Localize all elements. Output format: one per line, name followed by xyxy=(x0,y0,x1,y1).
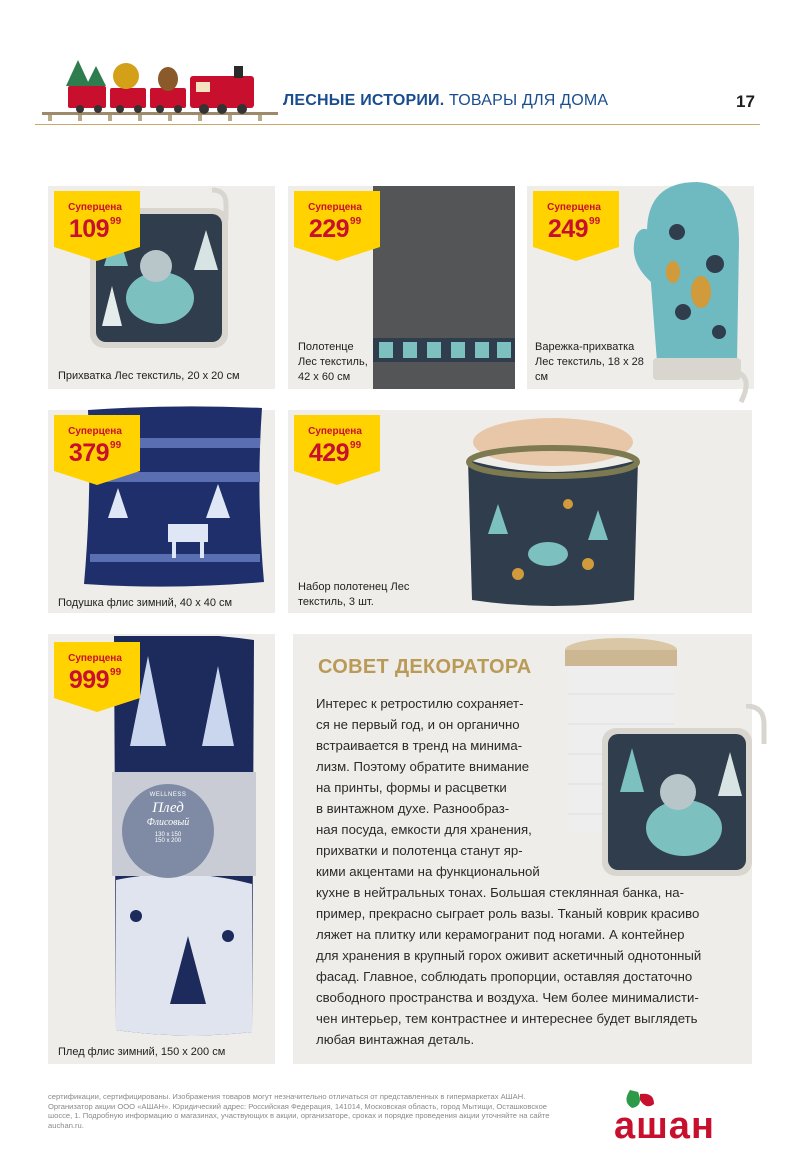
product-card-towel-set[interactable] xyxy=(288,410,752,613)
product-caption: Полотенце Лес текстиль, 42 х 60 см xyxy=(298,341,368,383)
product-card-blanket[interactable] xyxy=(48,634,275,1064)
towel-set-basket-image xyxy=(458,414,648,610)
blanket-package-label: WELLNESS Плед Флисовый 130 х 150 150 х 200 xyxy=(122,784,214,878)
price-badge xyxy=(533,191,625,263)
page-number: 17 xyxy=(736,92,755,111)
badge-label: Суперцена xyxy=(68,653,122,664)
footer-legal-text: сертификации, сертифицированы. Изображения товаров могут незначительно отличаться от представленных в гипермаркетах АШАН. Организатор акции ООО «АШАН». Юридический адрес: Российская Федерация, 141014, Московская область, город Мытищи, Осташковское шоссе, 1. Подробную информацию о магазинах, участвующих в акции, организаторе, сроках и порядке проведения акции уточняйте на сайте auchan.ru. xyxy=(48,1092,550,1130)
price: $229^{99}$ xyxy=(308,215,362,243)
product-caption: Варежка-прихватка Лес текстиль, 18 х 28 см xyxy=(535,341,644,383)
product-caption: Прихватка Лес текстиль, 20 х 20 см xyxy=(58,370,240,382)
price: $109^{99}$ xyxy=(68,215,122,243)
badge-label: Суперцена xyxy=(308,426,362,437)
header-divider xyxy=(35,124,760,125)
product-card-potholder[interactable] xyxy=(48,186,275,389)
badge-label: Суперцена xyxy=(68,426,122,437)
price: $429^{99}$ xyxy=(308,439,362,467)
price-badge xyxy=(54,415,146,487)
product-caption: Набор полотенец Лес текстиль, 3 шт. xyxy=(298,581,410,608)
product-card-oven-mitt[interactable] xyxy=(527,186,754,389)
tip-title: СОВЕТ ДЕКОРАТОРА xyxy=(318,656,532,678)
product-card-towel[interactable] xyxy=(288,186,515,389)
price-badge xyxy=(294,415,386,487)
price: $249^{99}$ xyxy=(547,215,601,243)
product-caption: Подушка флис зимний, 40 х 40 см xyxy=(58,597,233,609)
price: $379^{99}$ xyxy=(68,439,122,467)
badge-label: Суперцена xyxy=(68,202,122,213)
badge-label: Суперцена xyxy=(308,202,362,213)
price-badge xyxy=(54,642,146,714)
page-header-title: ЛЕСНЫЕ ИСТОРИИ. ТОВАРЫ ДЛЯ ДОМА xyxy=(283,92,609,109)
towel-image xyxy=(373,186,515,389)
tip-text: Интерес к ретростилю сохраняет- ся не первый год, и он органично встраивается в тренд на минима- лизм. Поэтому обратите внимание на принты, формы и расцветки в винтажном духе. Разнообраз- ная посуда, емкости для хранения, прихватки и полотенца станут яр- кими акцентами на функциональной кухне в нейтральных тонах. Большая стеклянная банка, на- пример, прекрасно сыграет роль вазы. Тканый коврик красиво ляжет на плитку или керамогранит под ногами. А контейнер для хранения в крупный горох оживит аскетичный однотонный фасад. Главное, соблюдать пропорции, оставляя достаточно свободного пространства и воздуха. Чем более минималисти- чен интерьер, тем контрастнее и интереснее будет выглядеть любая винтажная деталь. xyxy=(316,696,702,1047)
header-train-illustration xyxy=(38,52,278,129)
price: $999^{99}$ xyxy=(68,666,122,694)
auchan-logo xyxy=(610,1086,760,1151)
product-card-pillow[interactable] xyxy=(48,410,275,613)
price-badge xyxy=(294,191,386,263)
price-badge xyxy=(54,191,146,263)
badge-label: Суперцена xyxy=(547,202,601,213)
product-caption: Плед флис зимний, 150 х 200 см xyxy=(58,1046,226,1058)
svg-text:ашан: ашан xyxy=(614,1105,715,1146)
